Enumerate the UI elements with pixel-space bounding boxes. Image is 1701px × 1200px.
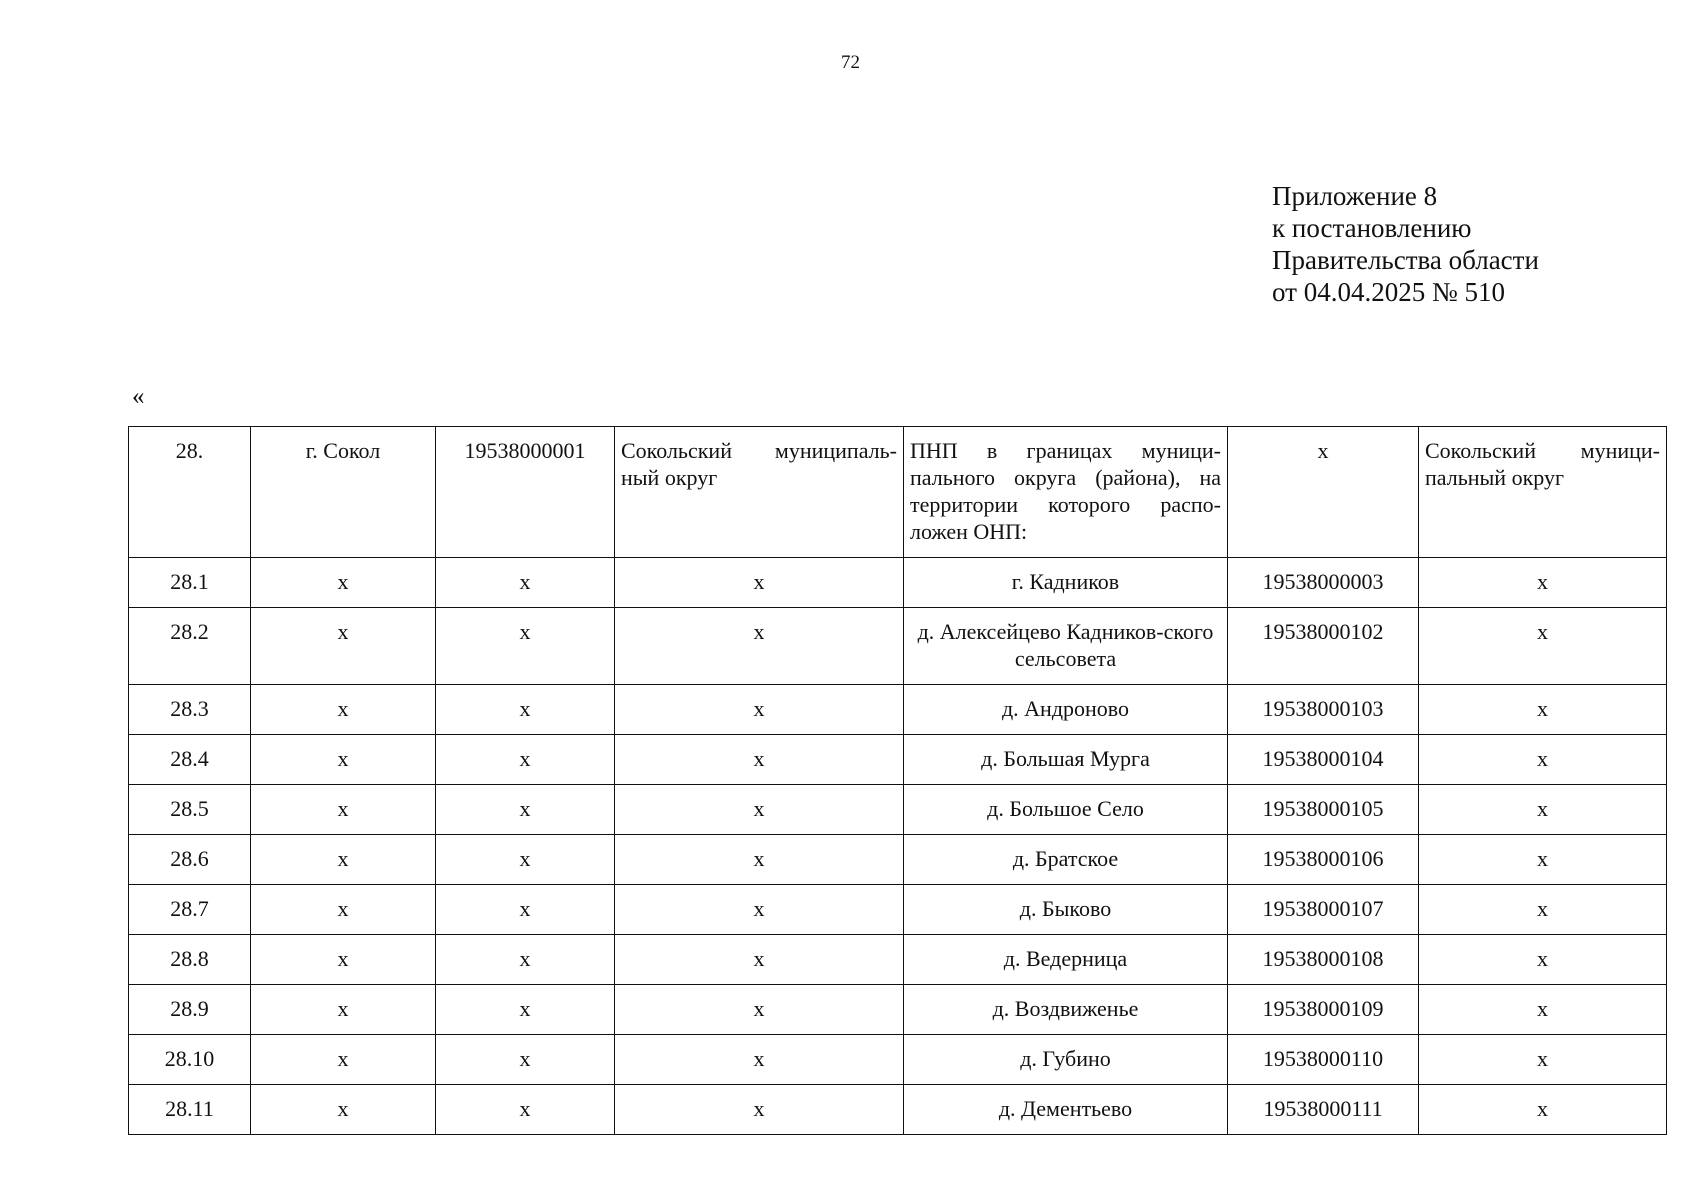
- cell-name: х: [251, 685, 436, 735]
- cell-name: х: [251, 835, 436, 885]
- cell-num: 28.10: [129, 1035, 251, 1085]
- cell-place: д. Андроново: [904, 685, 1228, 735]
- table-row: [129, 835, 1667, 885]
- cell-sub-code: 19538000111: [1228, 1085, 1419, 1135]
- cell-name: х: [251, 1085, 436, 1135]
- cell-code: х: [436, 1085, 615, 1135]
- cell-district: Сокольский муници-пальный округ: [1419, 427, 1667, 558]
- cell-name: г. Сокол: [251, 427, 436, 558]
- cell-municipality: Сокольский муниципаль-ный округ: [615, 427, 904, 558]
- cell-code: х: [436, 985, 615, 1035]
- cell-sub-code: 19538000109: [1228, 985, 1419, 1035]
- cell-name: х: [251, 1035, 436, 1085]
- cell-municipality: х: [615, 885, 904, 935]
- table-row-28: [129, 427, 1667, 558]
- cell-district: х: [1419, 885, 1667, 935]
- table-row: [129, 735, 1667, 785]
- table-row: [129, 885, 1667, 935]
- cell-municipality: х: [615, 935, 904, 985]
- cell-place: д. Большое Село: [904, 785, 1228, 835]
- cell-num: 28.4: [129, 735, 251, 785]
- cell-place: д. Ведерница: [904, 935, 1228, 985]
- settlements-table: [128, 426, 1667, 1135]
- cell-num: 28.7: [129, 885, 251, 935]
- cell-municipality: х: [615, 685, 904, 735]
- appendix-heading: [1272, 180, 1539, 308]
- cell-place: д. Большая Мурга: [904, 735, 1228, 785]
- table-row: [129, 1035, 1667, 1085]
- cell-sub-code: 19538000104: [1228, 735, 1419, 785]
- cell-place: д. Быково: [904, 885, 1228, 935]
- cell-code: х: [436, 735, 615, 785]
- opening-quote-mark: «: [132, 383, 145, 410]
- cell-place: г. Кадников: [904, 558, 1228, 608]
- cell-sub-code: 19538000107: [1228, 885, 1419, 935]
- table-row: [129, 685, 1667, 735]
- cell-place: д. Братское: [904, 835, 1228, 885]
- appendix-line-4: от 04.04.2025 № 510: [1272, 277, 1505, 307]
- table-row: [129, 1085, 1667, 1135]
- cell-description: ПНП в границах муници-пального округа (района), на территории которого распо-ложен ОНП:: [904, 427, 1228, 558]
- cell-district: х: [1419, 1035, 1667, 1085]
- cell-municipality: х: [615, 1035, 904, 1085]
- cell-num: 28.2: [129, 608, 251, 685]
- cell-name: х: [251, 935, 436, 985]
- cell-municipality: х: [615, 608, 904, 685]
- table-row: [129, 558, 1667, 608]
- cell-num: 28.8: [129, 935, 251, 985]
- cell-code: 19538000001: [436, 427, 615, 558]
- cell-sub-code: 19538000003: [1228, 558, 1419, 608]
- cell-num: 28.3: [129, 685, 251, 735]
- cell-municipality: х: [615, 1085, 904, 1135]
- cell-municipality: х: [615, 835, 904, 885]
- cell-municipality: х: [615, 985, 904, 1035]
- cell-sub-code: 19538000102: [1228, 608, 1419, 685]
- cell-district: х: [1419, 735, 1667, 785]
- cell-municipality: х: [615, 735, 904, 785]
- table-row: [129, 985, 1667, 1035]
- cell-num: 28.1: [129, 558, 251, 608]
- table-body: [129, 427, 1667, 1135]
- cell-district: х: [1419, 835, 1667, 885]
- cell-name: х: [251, 885, 436, 935]
- table-row: [129, 785, 1667, 835]
- cell-name: х: [251, 608, 436, 685]
- cell-num: 28.11: [129, 1085, 251, 1135]
- cell-code: х: [436, 835, 615, 885]
- cell-name: х: [251, 735, 436, 785]
- appendix-line-3: Правительства области: [1272, 245, 1539, 275]
- appendix-line-2: к постановлению: [1272, 213, 1472, 243]
- table-row: [129, 608, 1667, 685]
- cell-sub-code: 19538000106: [1228, 835, 1419, 885]
- cell-num: 28.6: [129, 835, 251, 885]
- cell-num: 28.9: [129, 985, 251, 1035]
- cell-sub-code: 19538000108: [1228, 935, 1419, 985]
- cell-code: х: [436, 785, 615, 835]
- cell-code: х: [436, 558, 615, 608]
- cell-code: х: [436, 1035, 615, 1085]
- cell-district: х: [1419, 608, 1667, 685]
- cell-municipality: х: [615, 785, 904, 835]
- cell-name: х: [251, 985, 436, 1035]
- page-number: 72: [841, 52, 860, 73]
- cell-municipality: х: [615, 558, 904, 608]
- cell-district: х: [1419, 558, 1667, 608]
- cell-place: д. Губино: [904, 1035, 1228, 1085]
- cell-district: х: [1419, 935, 1667, 985]
- cell-sub-code: 19538000110: [1228, 1035, 1419, 1085]
- cell-code: х: [436, 885, 615, 935]
- table-row: [129, 935, 1667, 985]
- cell-place: д. Алексейцево Кадников-ского сельсовета: [904, 608, 1228, 685]
- cell-sub-code: х: [1228, 427, 1419, 558]
- cell-num: 28.: [129, 427, 251, 558]
- cell-district: х: [1419, 785, 1667, 835]
- cell-code: х: [436, 608, 615, 685]
- cell-name: х: [251, 558, 436, 608]
- cell-district: х: [1419, 985, 1667, 1035]
- cell-num: 28.5: [129, 785, 251, 835]
- cell-district: х: [1419, 685, 1667, 735]
- cell-place: д. Дементьево: [904, 1085, 1228, 1135]
- cell-district: х: [1419, 1085, 1667, 1135]
- appendix-line-1: Приложение 8: [1272, 181, 1438, 211]
- cell-sub-code: 19538000105: [1228, 785, 1419, 835]
- cell-name: х: [251, 785, 436, 835]
- cell-code: х: [436, 935, 615, 985]
- cell-place: д. Воздвиженье: [904, 985, 1228, 1035]
- cell-code: х: [436, 685, 615, 735]
- cell-sub-code: 19538000103: [1228, 685, 1419, 735]
